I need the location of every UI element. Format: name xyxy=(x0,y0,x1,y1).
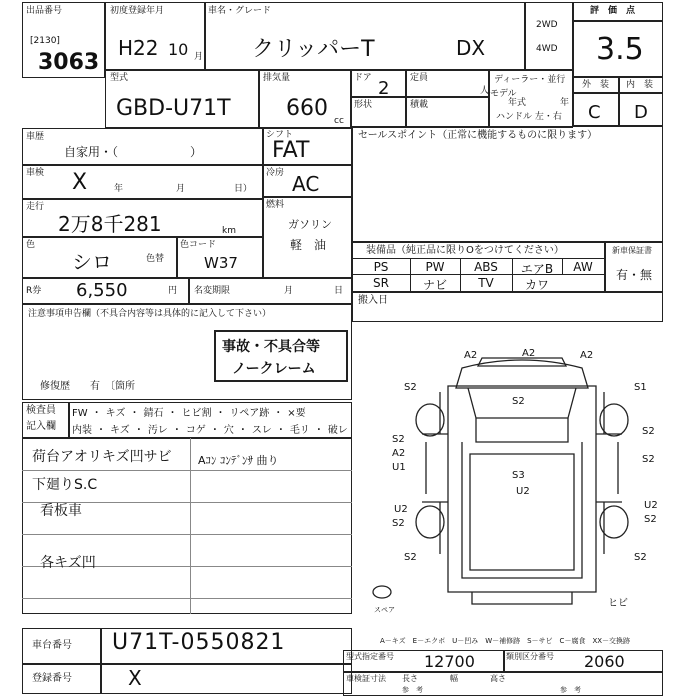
sales-label: セールスポイント（正常に機能するものに限ります） xyxy=(358,130,598,141)
model-label: 型式 xyxy=(110,73,129,83)
equipment-item-pw: PW xyxy=(425,260,445,274)
exterior-label: 外 装 xyxy=(582,80,610,90)
month-suffix: 月 xyxy=(194,52,204,62)
ref2: 参 考 xyxy=(560,686,581,694)
inspector-r2-4: 穴 xyxy=(223,425,234,436)
delivery-label: 搬入日 xyxy=(358,295,388,306)
inspector-r2-3: コゲ xyxy=(185,425,206,436)
score-label: 評 価 点 xyxy=(590,6,636,16)
lot-number: 3063 xyxy=(38,50,100,75)
exterior-grade: C xyxy=(588,102,601,123)
model-year-label2: 年式 xyxy=(508,98,527,108)
inspector-r1-5: ×要 xyxy=(287,408,306,419)
inspection-month: 月 xyxy=(176,184,186,194)
stamp-line1: 事故・不具合等 xyxy=(222,339,320,355)
note-3: 看板車 xyxy=(40,503,82,519)
interior-label: 内 装 xyxy=(626,80,654,90)
year-unit: 年 xyxy=(560,98,570,108)
drive-2wd: 2WD xyxy=(536,20,558,30)
mileage: 2万8千281 xyxy=(58,212,162,236)
recycle-label: R券 xyxy=(26,286,42,296)
equipment-item-r2-3: カワ xyxy=(524,278,549,292)
mark-s2-r3: S2 xyxy=(644,514,657,525)
equipment-item-ps: PS xyxy=(373,260,389,274)
color-label: 色 xyxy=(26,240,36,250)
inspector-r2-2: 汚レ xyxy=(147,425,168,436)
mark-a2-right: A2 xyxy=(580,350,594,361)
km-unit: km xyxy=(222,226,236,236)
shift: FAT xyxy=(272,138,310,163)
stamp-line2: ノークレーム xyxy=(232,361,316,377)
car-name-label: 車名・グレード xyxy=(208,6,272,16)
chassis: U71T-0550821 xyxy=(112,630,286,655)
warranty-label: 新車保証書 xyxy=(612,246,652,255)
first-reg-label: 初度登録年月 xyxy=(110,6,165,16)
color: シロ xyxy=(72,250,112,274)
mileage-label: 走行 xyxy=(26,202,45,212)
fuel-label: 燃料 xyxy=(266,200,285,210)
ac-label: 冷房 xyxy=(266,168,285,178)
handle-label: ハンドル 左・右 xyxy=(496,112,562,122)
inspector-row2: 内装 ・ キズ ・ 汚レ ・ コゲ ・ 穴 ・ スレ ・ 毛リ ・ 破レ xyxy=(72,425,348,436)
inspector-r1-3: ヒビ割 xyxy=(181,408,212,419)
mark-s2-rl: S2 xyxy=(404,552,417,563)
mark-u2-l: U2 xyxy=(394,504,408,515)
equipment-item-r2-2: TV xyxy=(478,276,494,290)
inspector-r2-5: スレ xyxy=(251,425,272,436)
recycle-row xyxy=(22,278,352,304)
grade: DX xyxy=(456,36,486,60)
color-code: W37 xyxy=(204,254,238,272)
recycle-value: 6,550 xyxy=(76,280,128,301)
drive-4wd: 4WD xyxy=(536,44,558,54)
inspector-row1: FW ・ キズ ・ 錆石 ・ ヒビ割 ・ リペア跡 ・ ×要 xyxy=(72,408,306,419)
type-designation-label: 型式指定番号 xyxy=(346,652,394,661)
equipment-item-r2-1: ナビ xyxy=(422,278,447,292)
mark-s2-l1: S2 xyxy=(392,434,405,445)
inspector-r1-1: キズ xyxy=(105,408,126,419)
dealer-label: ディーラー・並行 xyxy=(494,75,566,85)
inspector-label1: 検査員 xyxy=(26,405,56,416)
equipment-label: 装備品（純正品に限りOをつけてください） xyxy=(366,245,564,256)
mark-s3-bed: S3 xyxy=(512,470,525,481)
lot-label: 出品番号 xyxy=(26,6,63,16)
repair-history: 修復歴 有 〔箇所 xyxy=(40,381,135,392)
mark-a2-mid: A2 xyxy=(522,348,536,359)
notes-header-label: 注意事項申告欄（不具合内容等は具体的に記入して下さい） xyxy=(28,309,272,319)
mark-s2-front: S2 xyxy=(512,396,525,407)
mark-s2-l2: S2 xyxy=(392,518,405,529)
history-label: 車歴 xyxy=(26,132,45,142)
delivery-box xyxy=(352,292,663,322)
type-designation: 12700 xyxy=(424,652,475,671)
ref1: 参 考 xyxy=(402,686,423,694)
history-value: 自家用・（ ） xyxy=(64,145,203,159)
doors-label: ドア xyxy=(354,73,372,83)
mark-s2-fl: S2 xyxy=(404,382,417,393)
first-reg-month: 10 xyxy=(168,40,189,59)
doors: 2 xyxy=(378,78,390,99)
ac: AC xyxy=(292,172,320,196)
mark-u1-l: U1 xyxy=(392,462,406,473)
shift-label: シフト xyxy=(266,130,294,140)
mark-a2-left: A2 xyxy=(464,350,478,361)
inspector-r1-2: 錆石 xyxy=(143,408,164,419)
mark-u2-r: U2 xyxy=(644,500,658,511)
spare-label: スペア xyxy=(374,606,395,614)
inspector-r1-0: FW xyxy=(72,408,88,419)
inspector-r2-0: 内装 xyxy=(72,425,92,436)
capacity-unit: 人 xyxy=(480,86,490,96)
mark-a2-l: A2 xyxy=(392,448,406,459)
shape-label: 形状 xyxy=(354,100,373,110)
warranty-value: 有・無 xyxy=(616,268,653,282)
inspector-r2-1: キズ xyxy=(110,425,130,436)
reg-label: 登録番号 xyxy=(32,673,72,684)
first-reg-year: H22 xyxy=(118,36,159,60)
mark-s2-r1: S2 xyxy=(642,426,655,437)
inspection-label: 車検 xyxy=(26,168,45,178)
reg: X xyxy=(128,666,142,690)
deadline-label: 名変期限 xyxy=(194,286,231,296)
lot-sub: [2130] xyxy=(30,36,60,46)
model: GBD-U71T xyxy=(116,96,231,121)
equipment-item-aw: AW xyxy=(573,260,593,274)
inspector-r1-4: リペア跡 xyxy=(229,408,270,419)
class-label: 類別区分番号 xyxy=(506,652,554,661)
score: 3.5 xyxy=(596,32,644,67)
inspection-value: X xyxy=(72,170,88,195)
car-name: クリッパーT xyxy=(252,37,375,62)
diagram-legend: A－キズ E－エクボ U－凹み W－補修跡 S－サビ C－腐食 XX－交換跡 xyxy=(380,637,631,645)
mark-s2-r2: S2 xyxy=(642,454,655,465)
drive-box xyxy=(525,2,573,70)
note-4: 各キズ凹 xyxy=(40,555,96,571)
inspection-day: 日） xyxy=(234,184,253,194)
equipment-item-abs: ABS xyxy=(474,260,498,274)
inspection-year: 年 xyxy=(114,184,124,194)
deadline-day: 日 xyxy=(334,286,344,296)
dims: 長さ 幅 高さ xyxy=(402,674,506,683)
color-change-label: 色替 xyxy=(146,254,165,264)
mark-s2-rr: S2 xyxy=(634,552,647,563)
mark-crack: ヒビ xyxy=(608,598,628,609)
load-label: 積載 xyxy=(410,100,429,110)
color-code-label: 色コード xyxy=(180,240,217,250)
fuel-gas: ガソリン xyxy=(288,218,332,231)
recycle-yen: 円 xyxy=(168,286,178,296)
mark-u2-bed: U2 xyxy=(516,486,530,497)
chassis-label: 車台番号 xyxy=(32,640,72,651)
model-year-label: モデル xyxy=(490,89,517,99)
capacity-label: 定員 xyxy=(410,73,429,83)
equipment-item-エアb: エアB xyxy=(520,262,554,276)
car-diagram xyxy=(352,322,663,622)
inspector-label2: 記入欄 xyxy=(26,421,56,432)
fuel-diesel: 軽 油 xyxy=(290,238,327,252)
displacement-label: 排気量 xyxy=(263,73,291,83)
interior-grade: D xyxy=(634,102,648,123)
note-2: 下廻りS.C xyxy=(32,477,98,493)
equipment-item-r2-0: SR xyxy=(373,276,389,290)
note-1: 荷台アオリキズ凹サビ xyxy=(32,449,172,465)
displacement: 660 xyxy=(286,96,328,121)
deadline-month: 月 xyxy=(284,286,294,296)
sales-box xyxy=(352,126,663,242)
cc-unit: cc xyxy=(334,116,344,126)
note-5: Aｺﾝ ｺﾝﾃﾞﾝｻ 曲り xyxy=(198,454,279,467)
dims-label: 車検証寸法 xyxy=(346,674,386,683)
class: 2060 xyxy=(584,652,625,671)
mark-s1-fr: S1 xyxy=(634,382,647,393)
inspector-r2-6: 毛リ xyxy=(289,425,310,436)
inspector-r2-7: 破レ xyxy=(327,425,348,436)
